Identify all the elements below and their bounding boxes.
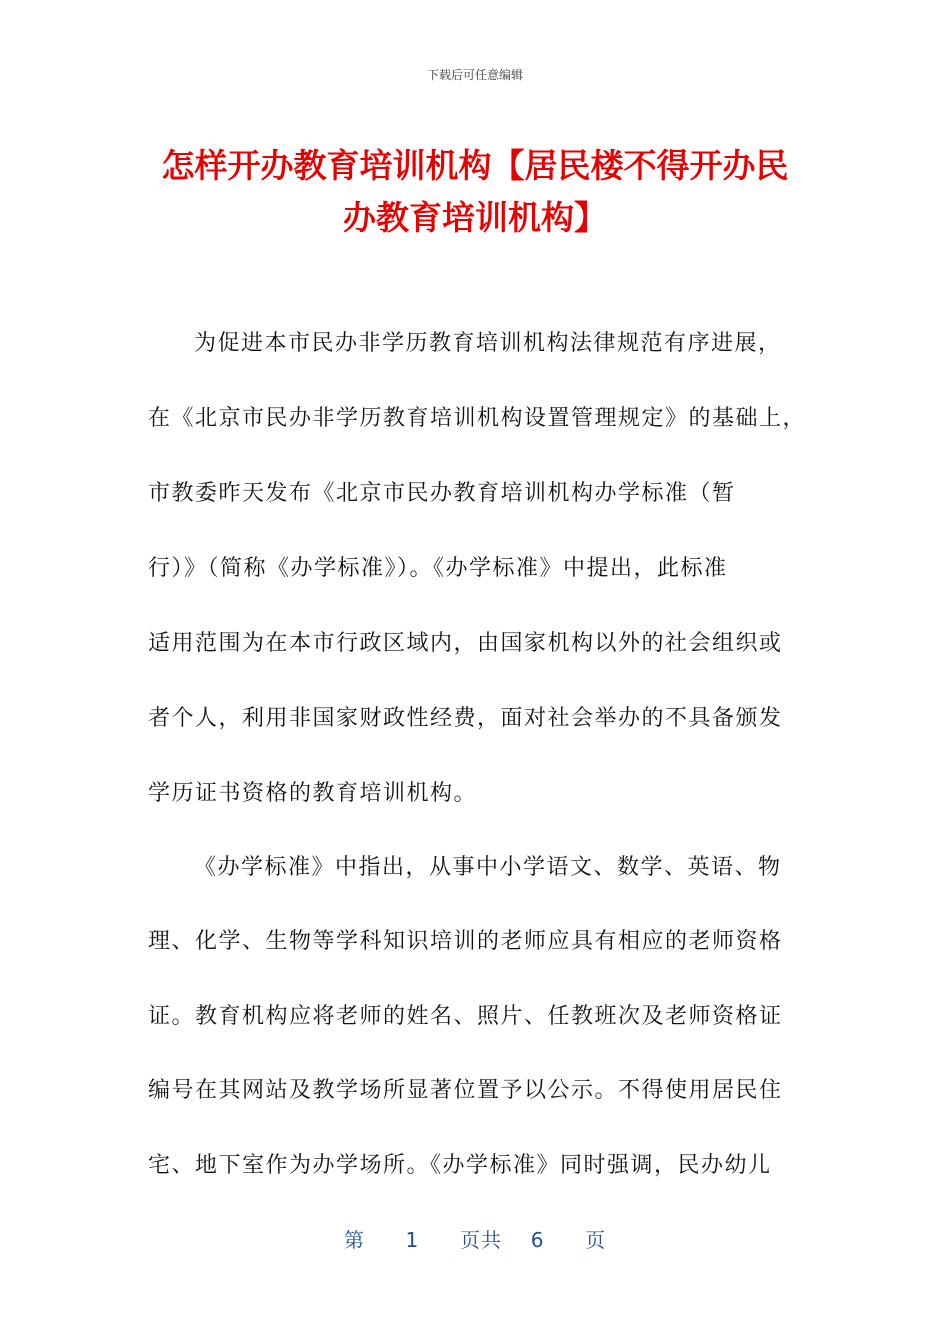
- title-line-1: 怎样开办教育培训机构【居民楼不得开办民: [161, 146, 789, 185]
- body-line: 在《北京市民办非学历教育培训机构设置管理规定》的基础上，: [148, 406, 807, 431]
- footer-suffix: 页: [585, 1228, 607, 1252]
- footer-middle: 页共: [460, 1228, 502, 1252]
- footer-prefix: 第: [343, 1228, 365, 1252]
- body-line: 市教委昨天发布《北京市民办教育培训机构办学标准（暂: [148, 481, 736, 506]
- body-line: 证。教育机构应将老师的姓名、照片、任教班次及老师资格证: [148, 1004, 783, 1029]
- document-title: [140, 140, 810, 244]
- body-line: 理、化学、生物等学科知识培训的老师应具有相应的老师资格: [148, 929, 783, 954]
- body-line: 为促进本市民办非学历教育培训机构法律规范有序进展，: [194, 331, 782, 356]
- body-line: 者个人，利用非国家财政性经费，面对社会举办的不具备颁发: [148, 706, 783, 731]
- footer-total-pages: 6: [530, 1228, 545, 1252]
- body-line: 宅、地下室作为办学场所。《办学标准》同时强调，民办幼儿: [148, 1153, 772, 1178]
- title-line-2: 办教育培训机构】: [343, 198, 607, 237]
- footer-page-number: 1: [405, 1228, 420, 1252]
- body-line: 编号在其网站及教学场所显著位置予以公示。不得使用居民住: [148, 1078, 783, 1103]
- body-line: 行）》（简称《办学标准》）。《办学标准》中提出，此标准: [148, 556, 728, 581]
- body-line: 学历证书资格的教育培训机构。: [148, 781, 478, 806]
- body-line: 适用范围为在本市行政区域内，由国家机构以外的社会组织或: [148, 631, 783, 656]
- page-footer: [0, 1224, 950, 1253]
- body-line: 《办学标准》中指出，从事中小学语文、数学、英语、物: [194, 855, 782, 880]
- header-note: 下载后可任意编辑: [426, 68, 523, 82]
